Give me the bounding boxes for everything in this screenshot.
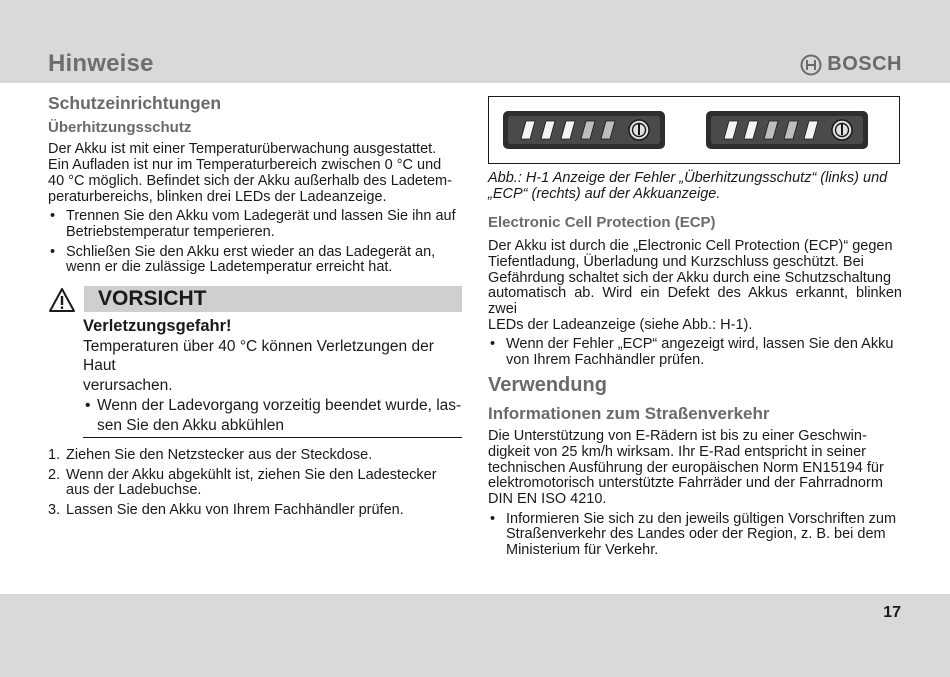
- caution-label: VORSICHT: [98, 287, 207, 311]
- subtitle-ueberhitzung: Überhitzungsschutz: [48, 118, 192, 136]
- led-segment: [784, 121, 798, 139]
- bullet-icon: •: [490, 510, 496, 527]
- left-column: [48, 93, 462, 519]
- intro-line: Ein Aufladen ist nur im Temperaturbereich zwischen 0 °C und: [48, 157, 442, 174]
- brand-logo: [800, 53, 902, 76]
- led-segment: [724, 121, 738, 139]
- led-segment: [561, 121, 575, 139]
- traffic-list: [488, 512, 902, 559]
- caution-text: Temperaturen über 40 °C können Verletzungen der Haut: [83, 337, 434, 375]
- page-number: 17: [883, 604, 901, 621]
- bullet-icon: •: [490, 336, 496, 353]
- led-segment: [601, 121, 615, 139]
- caution-bar: [84, 286, 462, 312]
- brand-name: BOSCH: [827, 53, 902, 75]
- list-item: • Trennen Sie den Akku vom Ladegerät und lassen Sie ihn auf Betriebstemperatur temperieren.: [50, 208, 456, 240]
- caution-title: Verletzungsgefahr!: [83, 317, 232, 336]
- intro-line: peraturbereichs, blinken drei LEDs der Ladeanzeige.: [48, 188, 387, 205]
- traffic-paragraph: Die Unterstützung von E-Rädern ist bis zu einer Geschwin- digkeit von 25 km/h wirksam. Ihr E-Rad entspricht in seiner technischen Ausführung der europäischen Norm EN15194 für elektromotorisch unterstützte Fahrräder und der Fahrradnorm DIN EN ISO 4210.: [488, 428, 884, 507]
- instruction-list: [48, 209, 462, 276]
- led-display-right: [706, 111, 868, 149]
- list-item: 3. Lassen Sie den Akku von Ihrem Fachhändler prüfen.: [48, 502, 404, 519]
- right-column: [488, 96, 902, 559]
- figure-caption: Abb.: H-1 Anzeige der Fehler „Überhitzungsschutz“ (links) und „ECP“ (rechts) auf der Akkuanzeige.: [488, 170, 888, 202]
- battery-left: [503, 111, 665, 149]
- page-title: Hinweise: [48, 50, 154, 77]
- list-item: • Wenn der Ladevorgang vorzeitig beendet wurde, las- sen Sie den Akku abkühlen: [85, 397, 462, 434]
- bullet-icon: •: [50, 243, 56, 260]
- ecp-title: Electronic Cell Protection (ECP): [488, 214, 716, 232]
- warning-triangle-icon: [48, 287, 76, 313]
- led-segment: [804, 121, 818, 139]
- steps-list: [48, 448, 462, 519]
- bullet-icon: •: [50, 208, 56, 225]
- led-segment: [764, 121, 778, 139]
- caution-list: [83, 396, 462, 435]
- traffic-title: Informationen zum Straßenverkehr: [488, 404, 770, 424]
- led-segment: [744, 121, 758, 139]
- usage-title: Verwendung: [488, 373, 607, 396]
- led-segment: [541, 121, 555, 139]
- list-item: • Schließen Sie den Akku erst wieder an das Ladegerät an, wenn er die zulässige Ladetemperatur erreicht hat.: [50, 243, 436, 276]
- list-item: 2. Wenn der Akku abgekühlt ist, ziehen Sie den Ladestecker aus der Ladebuchse.: [48, 466, 437, 499]
- intro-line: 40 °C möglich. Befindet sich der Akku außerhalb des Ladetem-: [48, 172, 452, 189]
- battery-right: [706, 111, 868, 149]
- footer-band: [0, 594, 950, 677]
- led-segment: [521, 121, 535, 139]
- section-title-schutz: Schutzeinrichtungen: [48, 93, 222, 113]
- list-item: 1. Ziehen Sie den Netzstecker aus der Steckdose.: [48, 447, 373, 464]
- bosch-armature-icon: [800, 54, 822, 76]
- intro-line: Der Akku ist mit einer Temperaturüberwachung ausgestattet.: [48, 141, 437, 158]
- led-display-left: [503, 111, 665, 149]
- ecp-paragraph: Der Akku ist durch die „Electronic Cell Protection (ECP)“ gegen Tiefentladung, Überladung und Kurzschluss geschützt. Bei Gefährdung schaltet sich der Akku durch eine Schutzschaltung automatisch ab. Wird ein Defekt des Akkus erkannt, blinken zwei LEDs der Ladeanzeige (siehe Abb.: H-1).: [488, 238, 902, 333]
- caution-block: [48, 286, 462, 438]
- bullet-icon: •: [85, 397, 91, 415]
- caution-text: verursachen.: [83, 376, 173, 394]
- intro-paragraph: [48, 142, 462, 205]
- list-item: • Informieren Sie sich zu den jeweils gültigen Vorschriften zum Straßenverkehr des Landes oder der Region, z. B. bei dem Ministerium für Verkehr.: [490, 510, 897, 559]
- caution-header: [48, 286, 462, 316]
- ecp-list: [488, 337, 902, 368]
- list-item: • Wenn der Fehler „ECP“ angezeigt wird, lassen Sie den Akku von Ihrem Fachhändler prüfen.: [490, 336, 894, 369]
- caution-body: [83, 317, 462, 438]
- battery-figure: [488, 96, 900, 164]
- led-segment: [581, 121, 595, 139]
